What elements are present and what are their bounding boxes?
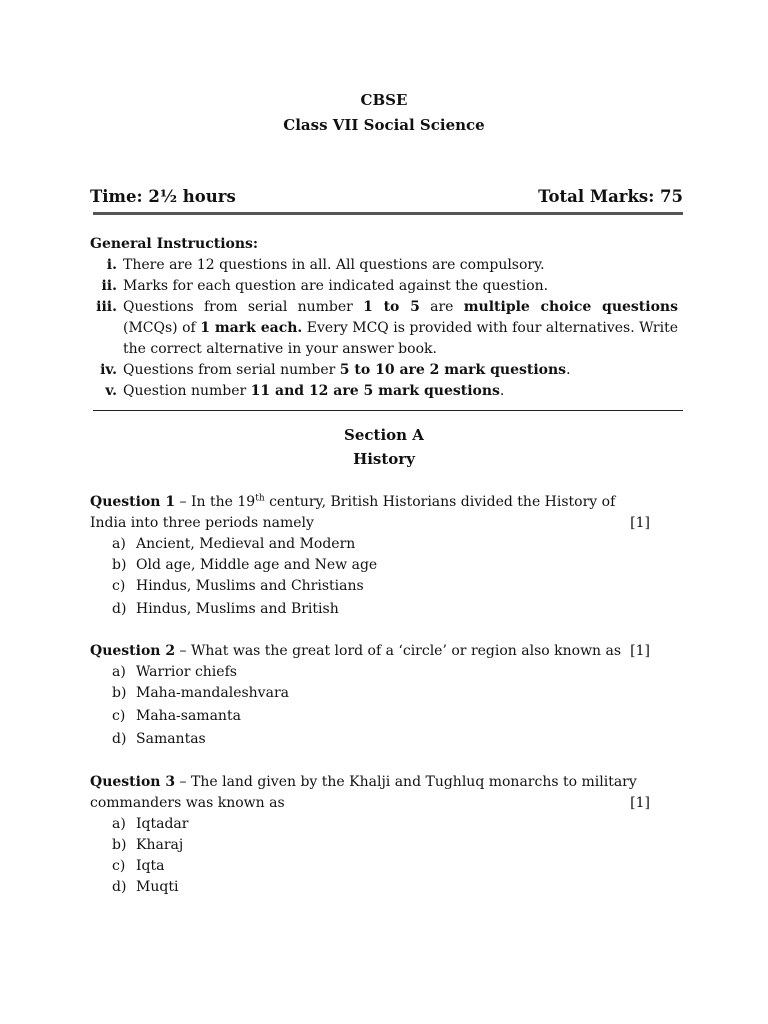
option-c: c) Maha-samanta xyxy=(112,708,241,724)
option-a: a) Iqtadar xyxy=(112,816,189,832)
section-subtitle: History xyxy=(353,450,415,468)
instructions-divider xyxy=(93,410,683,411)
instructions-heading: General Instructions: xyxy=(90,236,259,252)
question-3 xyxy=(90,772,650,898)
instruction-item: iii. Questions from serial number 1 to 5 are multiple choice questions (MCQs) of 1 mark each. Every MCQ is provided with four alternatives. Write the correct alternative in your answer book. xyxy=(96,299,678,357)
instructions-list xyxy=(90,255,678,402)
options-list xyxy=(90,662,650,750)
option-b: b) Old age, Middle age and New age xyxy=(112,557,378,573)
option-d: d) Samantas xyxy=(112,731,206,747)
time-label: Time: 2½ hours xyxy=(90,187,236,206)
question-2 xyxy=(90,641,650,750)
question-marks: [1] xyxy=(630,515,650,531)
option-d: d) Hindus, Muslims and British xyxy=(112,601,339,617)
question-1 xyxy=(90,492,650,620)
header-divider xyxy=(93,212,683,215)
options-list xyxy=(90,814,650,898)
instruction-item: ii. Marks for each question are indicated against the question. xyxy=(101,278,549,294)
option-a: a) Warrior chiefs xyxy=(112,664,237,680)
option-b: b) Maha-mandaleshvara xyxy=(112,685,289,701)
instruction-item: v. Question number 11 and 12 are 5 mark questions. xyxy=(105,383,505,399)
option-b: b) Kharaj xyxy=(112,837,184,853)
board-title: CBSE xyxy=(360,91,408,109)
options-list xyxy=(90,534,650,620)
option-c: c) Hindus, Muslims and Christians xyxy=(112,578,364,594)
option-d: d) Muqti xyxy=(112,879,179,895)
question-stem: Question 2 – What was the great lord of a ‘circle’ or region also known as [1] xyxy=(90,641,650,662)
option-c: c) Iqta xyxy=(112,858,165,874)
question-marks: [1] xyxy=(630,795,650,811)
section-title: Section A xyxy=(344,426,424,444)
subject-title: Class VII Social Science xyxy=(283,116,485,134)
question-stem: Question 3 – The land given by the Khalji and Tughluq monarchs to military commanders was known as [1] xyxy=(90,772,650,814)
instruction-item: i. There are 12 questions in all. All questions are compulsory. xyxy=(106,257,545,273)
instruction-item: iv. Questions from serial number 5 to 10 are 2 mark questions. xyxy=(100,362,571,378)
total-marks-label: Total Marks: 75 xyxy=(538,187,683,206)
question-marks: [1] xyxy=(630,643,650,659)
question-stem: Question 1 – In the 19th century, British Historians divided the History of India into three periods namely [1] xyxy=(90,492,650,534)
option-a: a) Ancient, Medieval and Modern xyxy=(112,536,356,552)
